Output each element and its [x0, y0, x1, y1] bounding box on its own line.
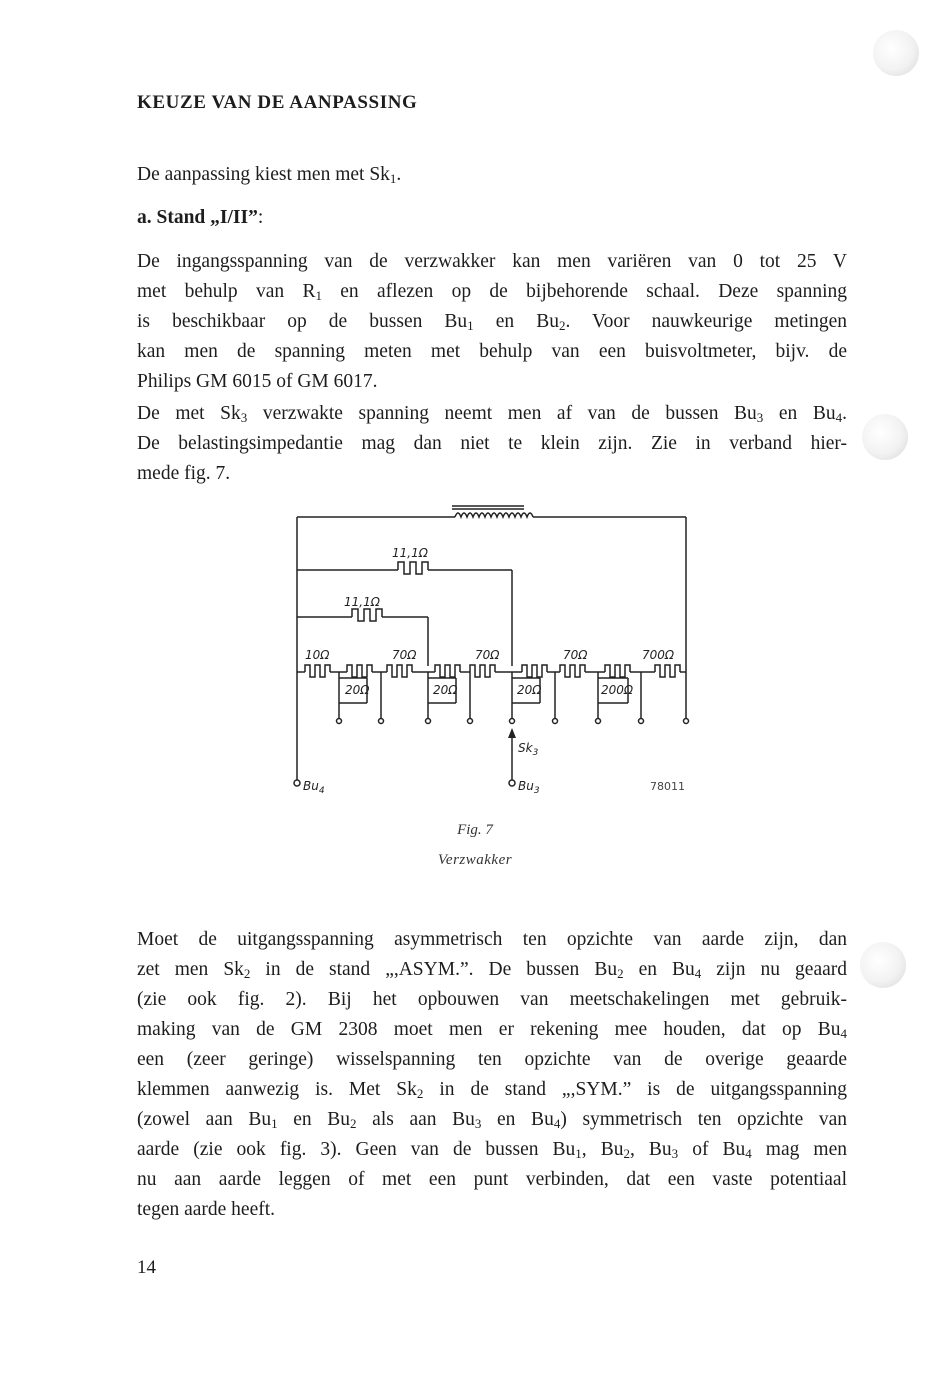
attenuator-schematic	[280, 500, 700, 800]
binder-hole-bottom	[860, 942, 906, 988]
resistor-label-200: 200Ω	[601, 683, 634, 697]
resistor-label-10: 10Ω	[305, 648, 330, 662]
paragraph-stand: De ingangsspanning van de verzwakker kan men variëren van 0 tot 25 V met behulp van $R_1$ en aflezen op de bijbehorende schaal. Deze spanning is beschikbaar op de bussen $Bu_1$ en $Bu_2$. Voor nauwkeurige metingen kan men de spanning meten met behulp van een buisvoltmeter, bijv. de Philips GM 6015 of GM 6017.	[137, 251, 847, 392]
paragraph-output-voltage: Moet de uitgangsspanning asymmetrisch ten opzichte van aarde zijn, dan zet men $Sk_2$ in de stand „,ASYM.”. De bussen $Bu_2$ en $Bu_4$ zijn nu geaard (zie ook fig. 2). Bij het opbouwen van meetschakelingen met gebruik- making van de GM 2308 moet men er rekening mee houden, dat op $Bu_4$ een (zeer geringe) wisselspanning ten opzichte van de overige geaarde klemmen aanwezig is. Met $Sk_2$ in de stand „,SYM.” is de uitgangsspanning (zowel aan $Bu_1$ en $Bu_2$ als aan $Bu_3$ en $Bu_4$) symmetrisch ten opzichte van aarde (zie ook fig. 3). Geen van de bussen $Bu_1$, $Bu_2$, $Bu_3$ of $Bu_4$ mag men nu aan aarde leggen of met een punt verbinden, dat een vaste potentiaal tegen aarde heeft.	[137, 929, 847, 1220]
resistor-label-700: 700Ω	[642, 648, 675, 662]
resistor-label-20-c: 20Ω	[517, 683, 542, 697]
resistor-label-11-1-top: 11,1Ω	[392, 546, 428, 560]
resistor-label-11-1-second: 11,1Ω	[344, 595, 380, 609]
figure-code: 78011	[650, 780, 685, 793]
section-heading: KEUZE VAN DE AANPASSING	[137, 92, 418, 113]
binder-hole-top	[873, 30, 919, 76]
binder-hole-middle	[862, 414, 908, 460]
intro-sentence: De aanpassing kiest men met $Sk_1$.	[137, 164, 402, 186]
figure-title: Verzwakker	[437, 852, 513, 868]
page-number: 14	[137, 1257, 156, 1278]
switch-label-sk3: $Sk_3$	[518, 741, 539, 758]
terminal-label-bu4: $Bu_4$	[303, 779, 325, 796]
resistor-label-70-a: 70Ω	[392, 648, 417, 662]
resistor-label-20-a: 20Ω	[345, 683, 370, 697]
resistor-label-70-b: 70Ω	[475, 648, 500, 662]
figure-number: Fig. 7	[457, 822, 493, 838]
terminal-label-bu3: $Bu_3$	[518, 779, 540, 796]
paragraph-attenuated-voltage: De met $Sk_3$ verzwakte spanning neemt men af van de bussen $Bu_3$ en $Bu_4$. De belastingsimpedantie mag dan niet te klein zijn. Zie in verband hier- mede fig. 7.	[137, 403, 847, 484]
resistor-label-20-b: 20Ω	[433, 683, 458, 697]
stand-subheading: a. Stand „I/II”:	[137, 207, 264, 228]
resistor-label-70-c: 70Ω	[563, 648, 588, 662]
